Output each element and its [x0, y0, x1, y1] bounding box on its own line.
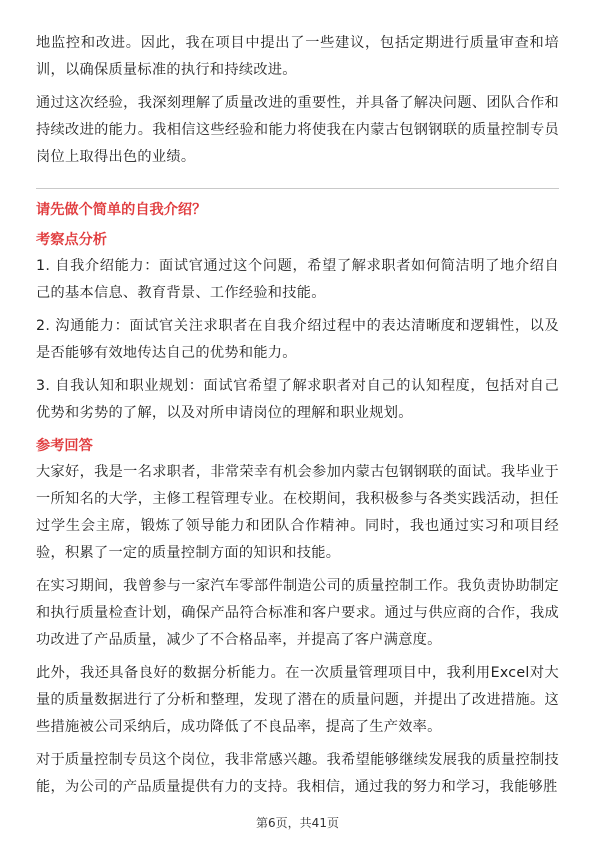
page-number-footer: 第6页，共41页	[256, 816, 339, 830]
question-title: 请先做个简单的自我介绍？	[36, 202, 207, 218]
analysis-point-2: 2. 沟通能力：面试官关注求职者在自我介绍过程中的表达清晰度和逻辑性，以及是否能够有效地传达自己的优势和能力。	[36, 318, 559, 361]
analysis-heading: 考察点分析	[36, 232, 107, 248]
answer-paragraph-3: 此外，我还具备良好的数据分析能力。在一次质量管理项目中，我利用Excel对大量的质量数据进行了分析和整理，发现了潜在的质量问题，并提出了改进措施。这些措施被公司采纳后，成功降低了不良品率，提高了生产效率。	[36, 665, 559, 735]
answer-paragraph-1: 大家好，我是一名求职者，非常荣幸有机会参加内蒙古包钢钢联的面试。我毕业于一所知名的大学，主修工程管理专业。在校期间，我积极参与各类实践活动，担任过学生会主席，锻炼了领导能力和团队合作精神。同时，我也通过实习和项目经验，积累了一定的质量控制方面的知识和技能。	[36, 464, 559, 561]
intro-paragraph-2: 通过这次经验，我深刻理解了质量改进的重要性，并具备了解决问题、团队合作和持续改进的能力。我相信这些经验和能力将使我在内蒙古包钢钢联的质量控制专员岗位上取得出色的业绩。	[36, 95, 559, 165]
answer-heading: 参考回答	[36, 438, 93, 454]
analysis-point-1: 1. 自我介绍能力：面试官通过这个问题，希望了解求职者如何简洁明了地介绍自己的基本信息、教育背景、工作经验和技能。	[36, 258, 559, 301]
answer-paragraph-4: 对于质量控制专员这个岗位，我非常感兴趣。我希望能够继续发展我的质量控制技能，为公司的产品质量提供有力的支持。我相信，通过我的努力和学习，我能够胜	[36, 752, 559, 795]
page-content	[36, 30, 559, 807]
analysis-point-3: 3. 自我认知和职业规划：面试官希望了解求职者对自己的认知程度，包括对自己优势和劣势的了解，以及对所申请岗位的理解和职业规划。	[36, 378, 559, 421]
answer-paragraph-2: 在实习期间，我曾参与一家汽车零部件制造公司的质量控制工作。我负责协助制定和执行质量检查计划，确保产品符合标准和客户要求。通过与供应商的合作，我成功改进了产品质量，减少了不合格品率，并提高了客户满意度。	[36, 578, 559, 648]
section-divider	[36, 188, 559, 189]
intro-paragraph-1: 地监控和改进。因此，我在项目中提出了一些建议，包括定期进行质量审查和培训，以确保质量标准的执行和持续改进。	[36, 35, 559, 78]
